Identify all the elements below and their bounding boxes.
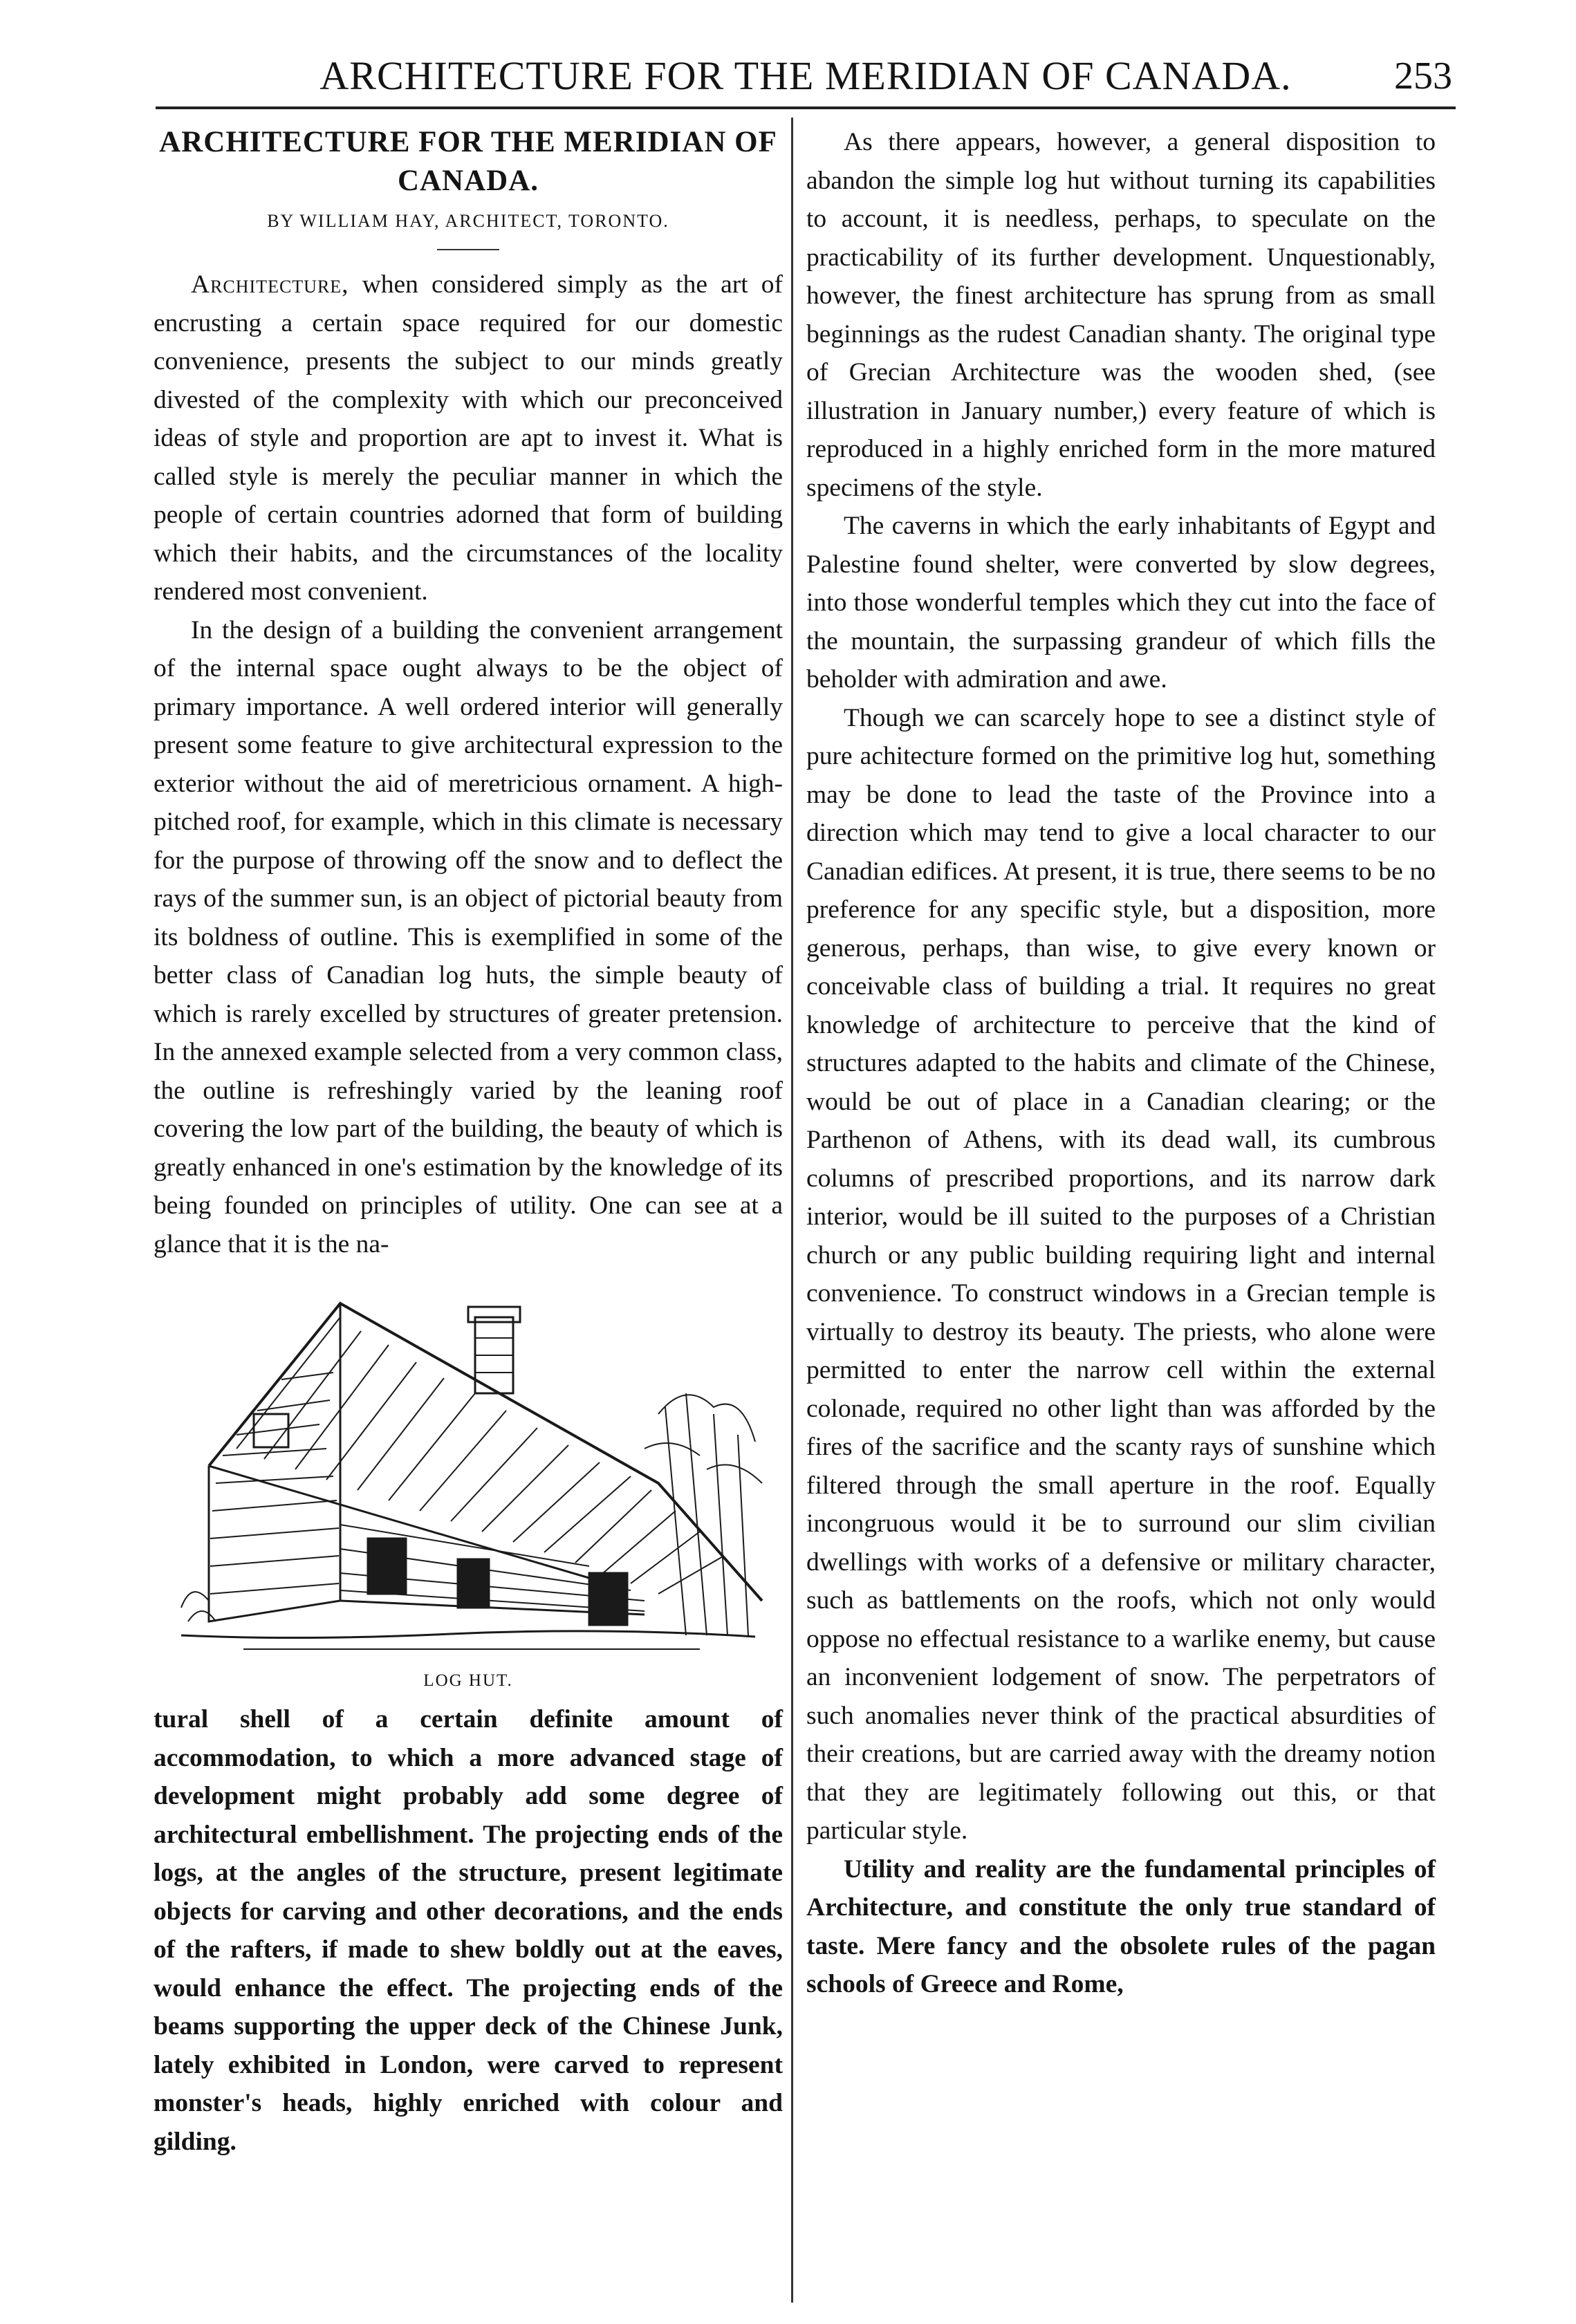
paragraph-3: As there appears, however, a general disposition to abandon the simple log hut without turning its capabilities to account, it is needless, perhaps, to speculate on the practicability of its further development. Unquestionably, however, the finest architecture has sprung from as small beginnings as the rudest Canadian shanty. The original type of Grecian Architecture was the wooden shed, (see illustration in January number,) every feature of which is reproduced in a highly enriched form in the more matured specimens of the style. bbox=[806, 128, 1436, 502]
header-rule bbox=[156, 106, 1456, 109]
paragraph-1-text: when considered simply as the art of encrusting a certain space required for our domestic convenience, presents the subject to our minds greatly divested of the complexity with which our preconceived ideas of style and proportion are apt to invest it. What is called style is merely the peculiar manner in which the people of certain countries adorned that form of building which their habits, and the circumstances of the locality rendered most convenient. bbox=[154, 270, 783, 606]
byline-rule bbox=[437, 249, 499, 250]
paragraph-2-continued: tural shell of a certain definite amount of accommodation, to which a more advanced stage of development might probably add some degree of architectural embellishment. The projecting ends of the logs, at the angles of the structure, present legitimate objects for carving and other decorations, and the ends of the rafters, if made to shew boldly out at the eaves, would enhance the effect. The projecting ends of the beams supporting the upper deck of the Chinese Junk, lately exhibited in London, were carved to represent monster's heads, highly enriched with colour and gilding. bbox=[154, 1705, 783, 2156]
paragraph-1 bbox=[154, 266, 783, 611]
log-hut-figure bbox=[154, 1276, 783, 1695]
column-divider bbox=[791, 118, 793, 2303]
paragraph-4: The caverns in which the early inhabitants of Egypt and Palestine found shelter, were converted by slow degrees, into those wonderful temples which they cut into the face of the mountain, the surpassing grandeur of which fills the beholder with admiration and awe. bbox=[806, 512, 1436, 694]
figure-caption: LOG HUT. bbox=[423, 1671, 513, 1690]
log-hut-illustration bbox=[160, 1276, 776, 1663]
byline: BY WILLIAM HAY, ARCHITECT, TORONTO. bbox=[267, 211, 669, 231]
running-head bbox=[159, 48, 1452, 104]
paragraph-6: Utility and reality are the fundamental principles of Architecture, and constitute the only true standard of taste. Mere fancy and the obsolete rules of the pagan schools of Greece and Rome, bbox=[806, 1854, 1436, 1998]
right-column bbox=[806, 123, 1436, 2004]
drop-word: Architecture, bbox=[191, 270, 349, 299]
paragraph-2: In the design of a building the convenient arrangement of the internal space ought always to be the object of primary importance. A well ordered interior will generally present some feature to give architectural expression to the exterior without the aid of meretricious ornament. A high-pitched roof, for example, which in this climate is necessary for the purpose of throwing off the snow and to deflect the rays of the summer sun, is an object of pictorial beauty from its boldness of outline. This is exemplified in some of the better class of Canadian log huts, the simple beauty of which is rarely excelled by structures of greater pretension. In the annexed example selected from a very common class, the outline is refreshingly varied by the leaning roof covering the low part of the building, the beauty of which is greatly enhanced in one's estimation by the knowledge of its being founded on principles of utility. One can see at a glance that it is the na- bbox=[154, 615, 783, 1258]
article-title: ARCHITECTURE FOR THE MERIDIAN OF CANADA. bbox=[159, 126, 777, 197]
page-number: 253 bbox=[1394, 55, 1452, 97]
paragraph-5: Though we can scarcely hope to see a distinct style of pure achitecture formed on the primitive log hut, something may be done to lead the taste of the Province into a direction which may tend to give a local character to our Canadian edifices. At present, it is true, there seems to be no preference for any specific style, but a disposition, more generous, perhaps, than wise, to give every known or conceivable class of building a trial. It requires no great knowledge of architecture to perceive that the kind of structures adapted to the habits and climate of the Chinese, would be out of place in a Canadian clearing; or the Parthenon of Athens, with its dead wall, its cumbrous columns of prescribed proportions, and its narrow dark interior, would be ill suited to the purposes of a Christian church or any public building requiring light and internal convenience. To construct windows in a Grecian temple is virtually to destroy its beauty. The priests, who alone were permitted to enter the narrow cell within the external colonade, required no other light than was afforded by the fires of the sacrifice and the scanty rays of sunshine which filtered through the small aperture in the roof. Equally incongruous would it be to surround our slim civilian dwellings with works of a defensive or military character, such as battlements on the roofs, which not only would oppose no effectual resistance to a warlike enemy, but cause an inconvenient lodgement of snow. The perpetrators of such anomalies never think of the practical absurdities of their creations, but are carried away with the dreamy notion that they are legitimately following out this, or that particular style. bbox=[806, 703, 1436, 1845]
running-head-title: ARCHITECTURE FOR THE MERIDIAN OF CANADA. bbox=[319, 53, 1292, 98]
left-column bbox=[154, 123, 783, 2161]
